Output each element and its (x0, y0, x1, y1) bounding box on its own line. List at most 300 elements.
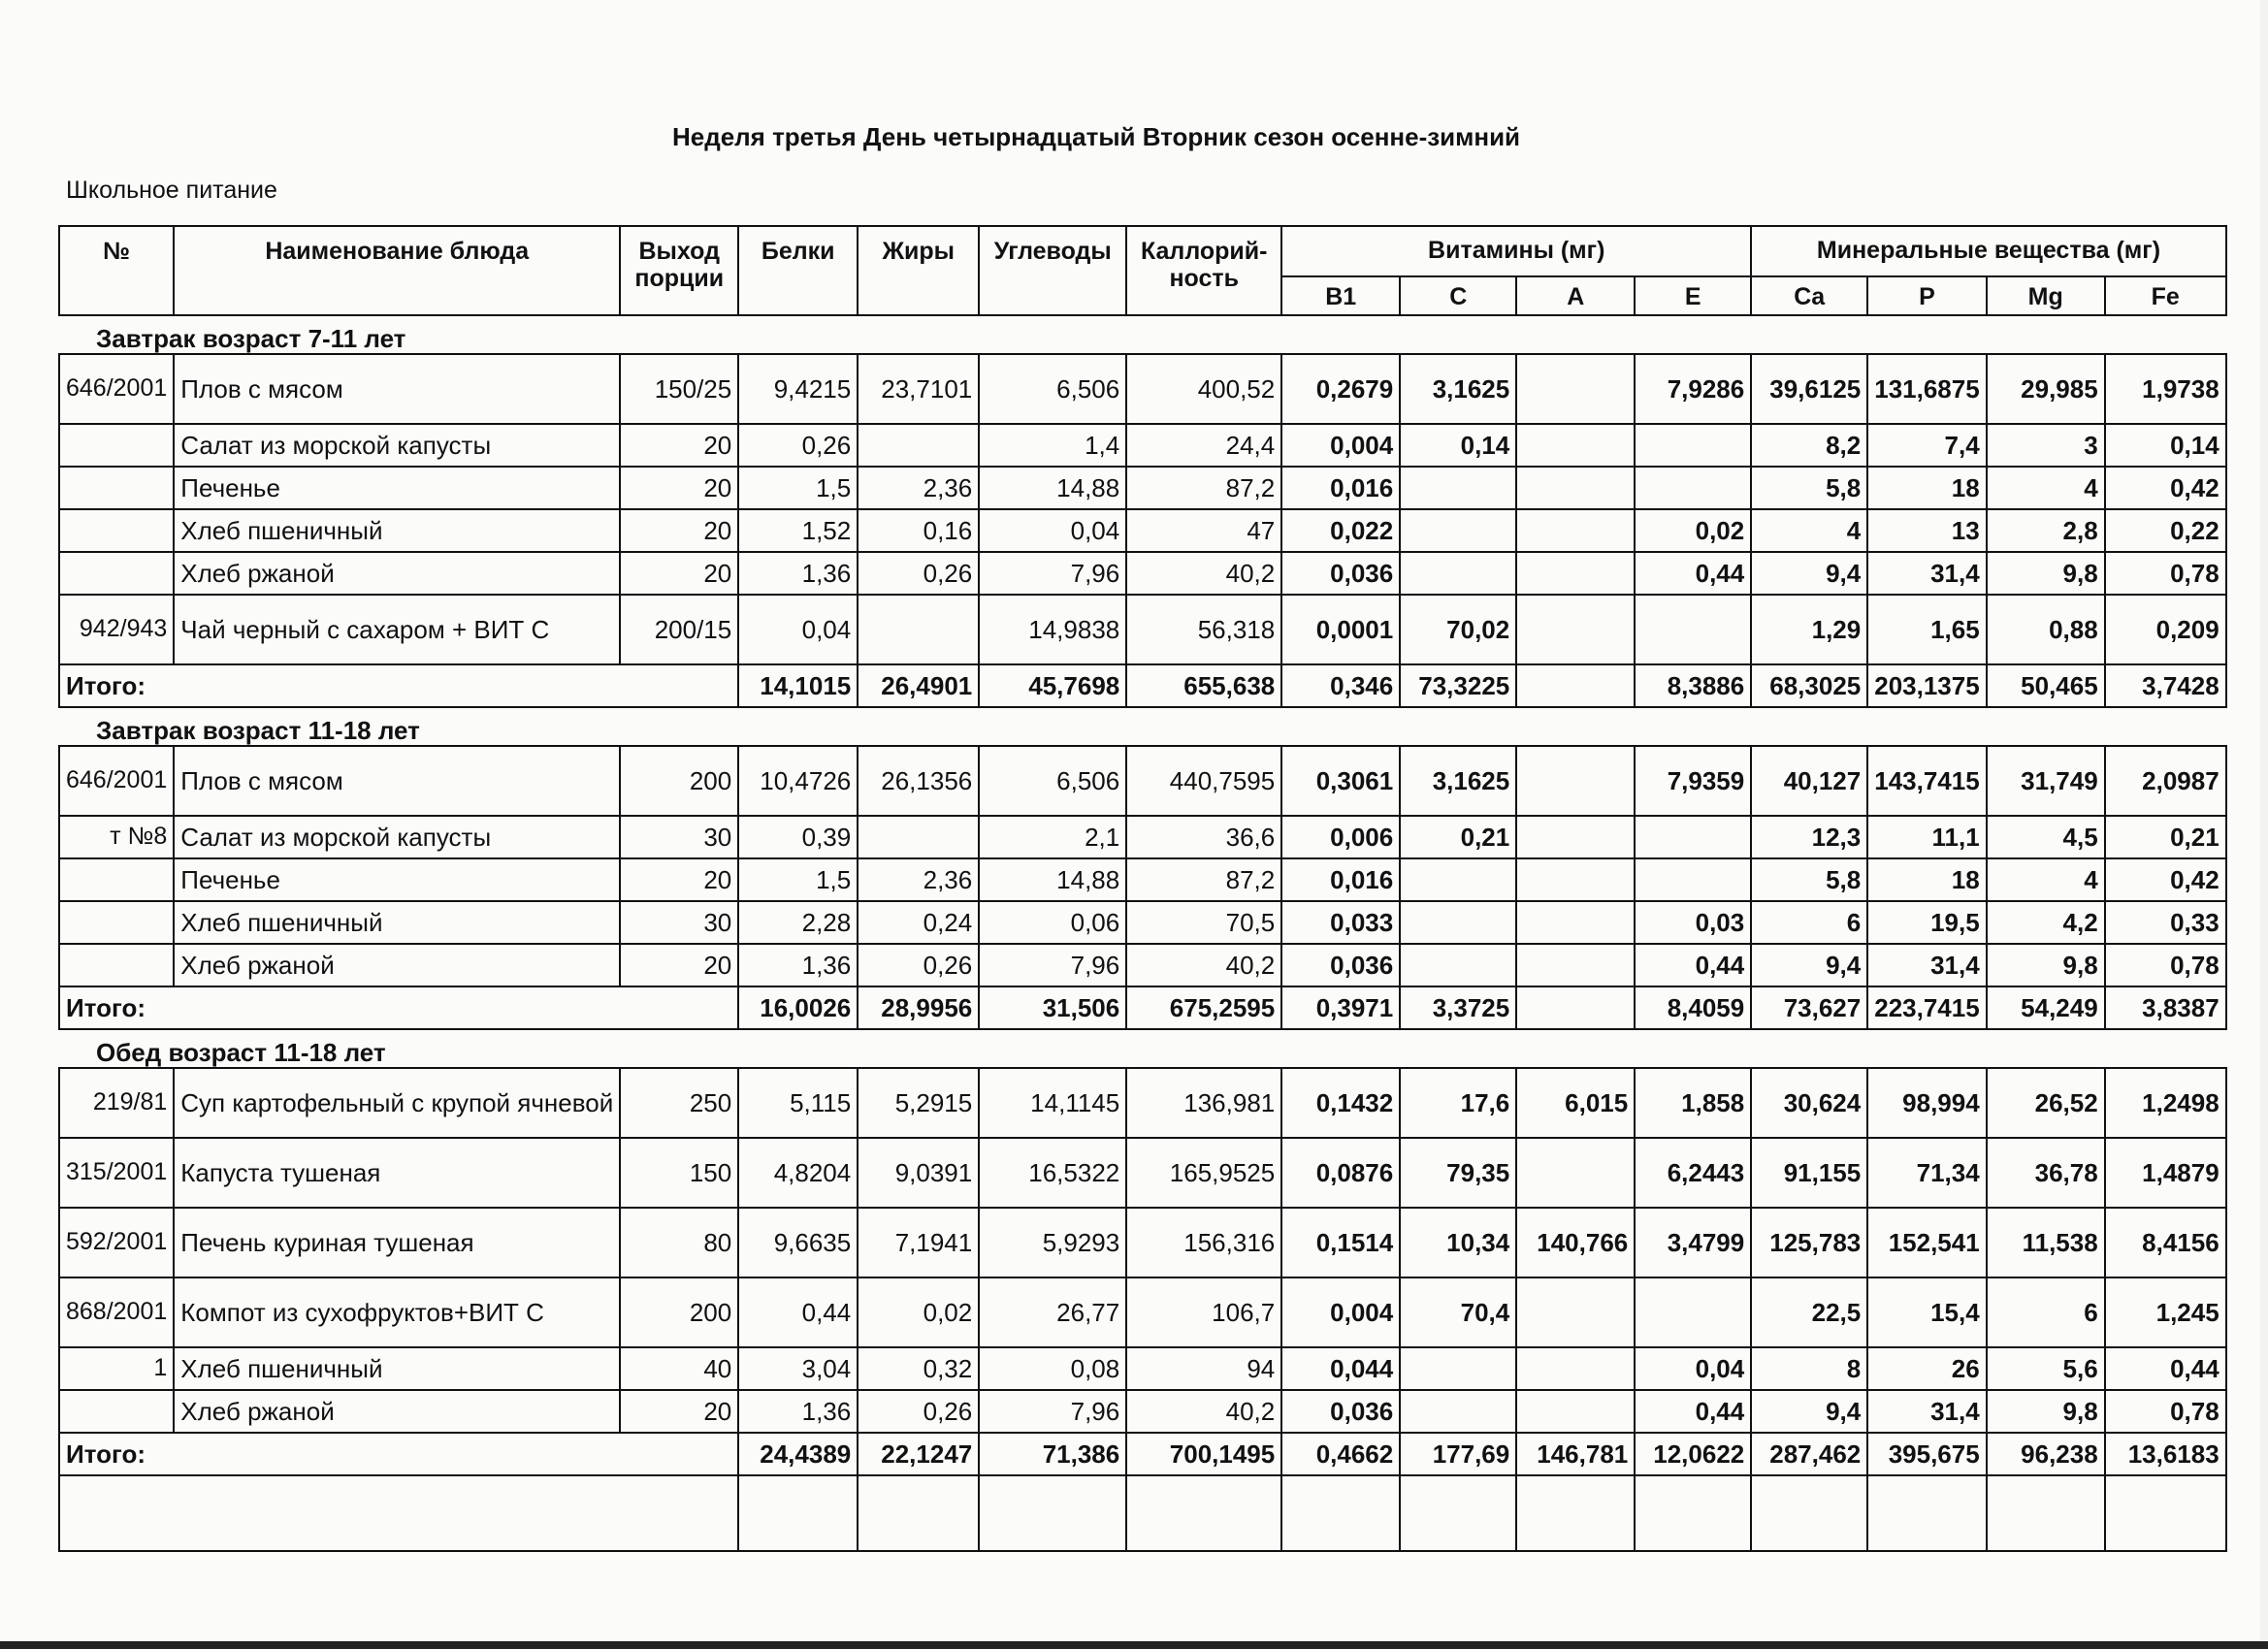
section-title: Завтрак возраст 11-18 лет (59, 707, 2226, 746)
cell-a (1516, 1347, 1635, 1390)
total-carbs: 45,7698 (979, 664, 1126, 707)
cell-carbs: 7,96 (979, 944, 1126, 986)
cell-fat: 23,7101 (858, 354, 979, 424)
dish-code: 315/2001 (59, 1138, 174, 1208)
cell-yield: 30 (620, 901, 738, 944)
cell-fat (858, 595, 979, 664)
cell-carbs: 14,88 (979, 467, 1126, 509)
cell-carbs: 14,88 (979, 858, 1126, 901)
total-protein: 16,0026 (738, 986, 858, 1029)
total-cal: 675,2595 (1126, 986, 1281, 1029)
table-row (59, 552, 2226, 595)
cell-mg: 9,8 (1987, 552, 2105, 595)
blank-cell (979, 1475, 1126, 1551)
table-row (59, 858, 2226, 901)
cell-carbs: 14,1145 (979, 1068, 1126, 1138)
table-row (59, 746, 2226, 816)
cell-mg: 36,78 (1987, 1138, 2105, 1208)
cell-yield: 200/15 (620, 595, 738, 664)
cell-ca: 9,4 (1751, 552, 1867, 595)
cell-ca: 5,8 (1751, 858, 1867, 901)
dish-name: Хлеб пшеничный (174, 901, 620, 944)
cell-cal: 106,7 (1126, 1277, 1281, 1347)
cell-c: 79,35 (1400, 1138, 1516, 1208)
dish-name: Печень куриная тушеная (174, 1208, 620, 1277)
table-body (59, 315, 2226, 1551)
cell-fe: 0,78 (2105, 552, 2226, 595)
cell-yield: 20 (620, 467, 738, 509)
cell-ca: 12,3 (1751, 816, 1867, 858)
cell-mg: 5,6 (1987, 1347, 2105, 1390)
cell-fat: 26,1356 (858, 746, 979, 816)
cell-mg: 4 (1987, 858, 2105, 901)
cell-cal: 56,318 (1126, 595, 1281, 664)
cell-e (1635, 595, 1751, 664)
header-fe: Fe (2105, 276, 2226, 315)
total-e: 12,0622 (1635, 1433, 1751, 1475)
cell-p: 31,4 (1867, 944, 1986, 986)
total-protein: 24,4389 (738, 1433, 858, 1475)
total-row (59, 1433, 2226, 1475)
cell-carbs: 0,06 (979, 901, 1126, 944)
cell-c (1400, 858, 1516, 901)
cell-fe: 0,209 (2105, 595, 2226, 664)
cell-carbs: 5,9293 (979, 1208, 1126, 1277)
cell-fat: 0,32 (858, 1347, 979, 1390)
header-fat: Жиры (858, 226, 979, 315)
table-row (59, 816, 2226, 858)
cell-cal: 440,7595 (1126, 746, 1281, 816)
cell-a (1516, 354, 1635, 424)
dish-name: Суп картофельный с крупой ячневой (174, 1068, 620, 1138)
cell-a: 140,766 (1516, 1208, 1635, 1277)
cell-fat: 2,36 (858, 467, 979, 509)
cell-a (1516, 552, 1635, 595)
cell-p: 19,5 (1867, 901, 1986, 944)
cell-mg: 3 (1987, 424, 2105, 467)
cell-protein: 9,4215 (738, 354, 858, 424)
total-mg: 96,238 (1987, 1433, 2105, 1475)
total-c: 3,3725 (1400, 986, 1516, 1029)
cell-cal: 40,2 (1126, 944, 1281, 986)
dish-name: Чай черный с сахаром + ВИТ С (174, 595, 620, 664)
total-e: 8,4059 (1635, 986, 1751, 1029)
cell-p: 31,4 (1867, 552, 1986, 595)
total-protein: 14,1015 (738, 664, 858, 707)
cell-cal: 87,2 (1126, 467, 1281, 509)
cell-yield: 30 (620, 816, 738, 858)
dish-code: 219/81 (59, 1068, 174, 1138)
dish-code: т №8 (59, 816, 174, 858)
total-row (59, 664, 2226, 707)
cell-protein: 0,26 (738, 424, 858, 467)
header-yield: Выход порции (620, 226, 738, 315)
dish-name: Хлеб ржаной (174, 1390, 620, 1433)
dish-code (59, 901, 174, 944)
cell-ca: 1,29 (1751, 595, 1867, 664)
dish-code (59, 858, 174, 901)
total-a (1516, 664, 1635, 707)
cell-cal: 47 (1126, 509, 1281, 552)
cell-p: 1,65 (1867, 595, 1986, 664)
cell-c (1400, 944, 1516, 986)
cell-fe: 0,33 (2105, 901, 2226, 944)
dish-name: Капуста тушеная (174, 1138, 620, 1208)
dish-code: 942/943 (59, 595, 174, 664)
cell-a (1516, 424, 1635, 467)
cell-ca: 9,4 (1751, 1390, 1867, 1433)
cell-p: 31,4 (1867, 1390, 1986, 1433)
blank-cell (1126, 1475, 1281, 1551)
cell-yield: 150 (620, 1138, 738, 1208)
cell-mg: 4,2 (1987, 901, 2105, 944)
cell-cal: 94 (1126, 1347, 1281, 1390)
table-row (59, 944, 2226, 986)
cell-mg: 31,749 (1987, 746, 2105, 816)
cell-cal: 136,981 (1126, 1068, 1281, 1138)
cell-c (1400, 467, 1516, 509)
cell-e (1635, 816, 1751, 858)
cell-e (1635, 467, 1751, 509)
cell-cal: 165,9525 (1126, 1138, 1281, 1208)
cell-p: 18 (1867, 467, 1986, 509)
total-a (1516, 986, 1635, 1029)
section-title: Обед возраст 11-18 лет (59, 1029, 2226, 1068)
cell-ca: 91,155 (1751, 1138, 1867, 1208)
cell-ca: 40,127 (1751, 746, 1867, 816)
table-row (59, 354, 2226, 424)
total-c: 177,69 (1400, 1433, 1516, 1475)
header-carbs: Углеводы (979, 226, 1126, 315)
cell-e: 0,02 (1635, 509, 1751, 552)
table-row (59, 901, 2226, 944)
dish-name: Компот из сухофруктов+ВИТ С (174, 1277, 620, 1347)
cell-c: 70,02 (1400, 595, 1516, 664)
cell-carbs: 0,08 (979, 1347, 1126, 1390)
dish-code (59, 467, 174, 509)
total-ca: 73,627 (1751, 986, 1867, 1029)
header-name: Наименование блюда (174, 226, 620, 315)
cell-p: 71,34 (1867, 1138, 1986, 1208)
cell-fe: 0,42 (2105, 858, 2226, 901)
dish-code (59, 944, 174, 986)
cell-mg: 29,985 (1987, 354, 2105, 424)
cell-e: 6,2443 (1635, 1138, 1751, 1208)
cell-mg: 26,52 (1987, 1068, 2105, 1138)
cell-fat: 5,2915 (858, 1068, 979, 1138)
dish-code: 868/2001 (59, 1277, 174, 1347)
cell-yield: 20 (620, 1390, 738, 1433)
cell-c: 3,1625 (1400, 354, 1516, 424)
dish-name: Хлеб пшеничный (174, 1347, 620, 1390)
header-p: P (1867, 276, 1986, 315)
cell-yield: 80 (620, 1208, 738, 1277)
cell-a (1516, 746, 1635, 816)
cell-carbs: 6,506 (979, 354, 1126, 424)
header-vitamins: Витамины (мг) (1281, 226, 1751, 276)
cell-e: 1,858 (1635, 1068, 1751, 1138)
dish-code: 592/2001 (59, 1208, 174, 1277)
cell-mg: 4,5 (1987, 816, 2105, 858)
header-a: A (1516, 276, 1635, 315)
cell-b1: 0,2679 (1281, 354, 1400, 424)
table-row (59, 467, 2226, 509)
cell-b1: 0,022 (1281, 509, 1400, 552)
cell-p: 131,6875 (1867, 354, 1986, 424)
table-row (59, 1138, 2226, 1208)
cell-protein: 10,4726 (738, 746, 858, 816)
cell-e (1635, 858, 1751, 901)
cell-mg: 4 (1987, 467, 2105, 509)
cell-a (1516, 816, 1635, 858)
cell-carbs: 2,1 (979, 816, 1126, 858)
cell-e: 0,04 (1635, 1347, 1751, 1390)
blank-cell (1635, 1475, 1751, 1551)
nutrition-table (58, 225, 2227, 1552)
dish-code: 646/2001 (59, 746, 174, 816)
cell-yield: 20 (620, 552, 738, 595)
blank-cell (2105, 1475, 2226, 1551)
cell-fe: 0,78 (2105, 944, 2226, 986)
total-row (59, 986, 2226, 1029)
cell-a: 6,015 (1516, 1068, 1635, 1138)
cell-mg: 9,8 (1987, 944, 2105, 986)
total-fe: 3,8387 (2105, 986, 2226, 1029)
cell-yield: 150/25 (620, 354, 738, 424)
total-e: 8,3886 (1635, 664, 1751, 707)
cell-protein: 1,5 (738, 858, 858, 901)
cell-ca: 125,783 (1751, 1208, 1867, 1277)
table-row (59, 509, 2226, 552)
cell-ca: 39,6125 (1751, 354, 1867, 424)
table-row (59, 1208, 2226, 1277)
cell-cal: 156,316 (1126, 1208, 1281, 1277)
cell-mg: 0,88 (1987, 595, 2105, 664)
blank-cell (1516, 1475, 1635, 1551)
total-fe: 13,6183 (2105, 1433, 2226, 1475)
cell-fe: 1,2498 (2105, 1068, 2226, 1138)
cell-p: 152,541 (1867, 1208, 1986, 1277)
cell-protein: 9,6635 (738, 1208, 858, 1277)
cell-fat: 0,02 (858, 1277, 979, 1347)
cell-carbs: 1,4 (979, 424, 1126, 467)
blank-cell (1751, 1475, 1867, 1551)
total-b1: 0,346 (1281, 664, 1400, 707)
section-heading-row (59, 1029, 2226, 1068)
cell-yield: 20 (620, 858, 738, 901)
cell-fe: 0,21 (2105, 816, 2226, 858)
cell-a (1516, 944, 1635, 986)
cell-fat: 2,36 (858, 858, 979, 901)
cell-ca: 6 (1751, 901, 1867, 944)
total-p: 223,7415 (1867, 986, 1986, 1029)
dish-name: Плов с мясом (174, 354, 620, 424)
total-cal: 700,1495 (1126, 1433, 1281, 1475)
dish-code: 1 (59, 1347, 174, 1390)
cell-cal: 400,52 (1126, 354, 1281, 424)
cell-yield: 40 (620, 1347, 738, 1390)
cell-fe: 1,4879 (2105, 1138, 2226, 1208)
cell-c: 17,6 (1400, 1068, 1516, 1138)
cell-fat: 0,26 (858, 552, 979, 595)
cell-ca: 8,2 (1751, 424, 1867, 467)
cell-fat: 9,0391 (858, 1138, 979, 1208)
cell-b1: 0,016 (1281, 467, 1400, 509)
cell-e: 0,44 (1635, 552, 1751, 595)
cell-e: 7,9359 (1635, 746, 1751, 816)
cell-protein: 4,8204 (738, 1138, 858, 1208)
cell-yield: 250 (620, 1068, 738, 1138)
header-calories: Каллорий-ность (1126, 226, 1281, 315)
dish-name: Печенье (174, 467, 620, 509)
cell-b1: 0,1432 (1281, 1068, 1400, 1138)
cell-c: 10,34 (1400, 1208, 1516, 1277)
cell-carbs: 14,9838 (979, 595, 1126, 664)
total-ca: 287,462 (1751, 1433, 1867, 1475)
cell-fe: 0,44 (2105, 1347, 2226, 1390)
cell-fe: 8,4156 (2105, 1208, 2226, 1277)
blank-cell (858, 1475, 979, 1551)
cell-fat: 0,16 (858, 509, 979, 552)
cell-b1: 0,0876 (1281, 1138, 1400, 1208)
cell-yield: 20 (620, 509, 738, 552)
cell-a (1516, 901, 1635, 944)
table-row (59, 424, 2226, 467)
cell-a (1516, 1138, 1635, 1208)
cell-e: 3,4799 (1635, 1208, 1751, 1277)
dish-name: Салат из морской капусты (174, 424, 620, 467)
blank-cell (1867, 1475, 1986, 1551)
page-title: Неделя третья День четырнадцатый Вторник сезон осенне-зимний (671, 122, 1521, 151)
cell-protein: 1,5 (738, 467, 858, 509)
header-ca: Ca (1751, 276, 1867, 315)
cell-carbs: 7,96 (979, 552, 1126, 595)
cell-carbs: 6,506 (979, 746, 1126, 816)
cell-fat (858, 816, 979, 858)
header-mg: Mg (1987, 276, 2105, 315)
cell-carbs: 26,77 (979, 1277, 1126, 1347)
total-label: Итого: (59, 986, 738, 1029)
cell-c (1400, 509, 1516, 552)
cell-a (1516, 1390, 1635, 1433)
table-header (59, 226, 2226, 315)
cell-b1: 0,3061 (1281, 746, 1400, 816)
cell-c (1400, 1390, 1516, 1433)
dish-code (59, 1390, 174, 1433)
total-carbs: 71,386 (979, 1433, 1126, 1475)
cell-yield: 20 (620, 424, 738, 467)
total-label: Итого: (59, 1433, 738, 1475)
cell-a (1516, 595, 1635, 664)
cell-fe: 0,14 (2105, 424, 2226, 467)
cell-mg: 11,538 (1987, 1208, 2105, 1277)
cell-protein: 1,36 (738, 944, 858, 986)
header-c: C (1400, 276, 1516, 315)
cell-yield: 200 (620, 746, 738, 816)
cell-ca: 8 (1751, 1347, 1867, 1390)
cell-fat: 0,24 (858, 901, 979, 944)
total-p: 395,675 (1867, 1433, 1986, 1475)
total-fat: 26,4901 (858, 664, 979, 707)
header-minerals: Минеральные вещества (мг) (1751, 226, 2225, 276)
cell-p: 143,7415 (1867, 746, 1986, 816)
blank-cell (738, 1475, 858, 1551)
blank-cell (1281, 1475, 1400, 1551)
cell-e: 7,9286 (1635, 354, 1751, 424)
total-label: Итого: (59, 664, 738, 707)
cell-fe: 0,42 (2105, 467, 2226, 509)
cell-protein: 5,115 (738, 1068, 858, 1138)
cell-mg: 6 (1987, 1277, 2105, 1347)
header-no: № (59, 226, 174, 315)
cell-e: 0,44 (1635, 944, 1751, 986)
cell-cal: 24,4 (1126, 424, 1281, 467)
cell-protein: 0,44 (738, 1277, 858, 1347)
cell-b1: 0,004 (1281, 1277, 1400, 1347)
cell-protein: 0,04 (738, 595, 858, 664)
cell-fe: 0,78 (2105, 1390, 2226, 1433)
blank-row (59, 1475, 2226, 1551)
dish-name: Плов с мясом (174, 746, 620, 816)
cell-p: 15,4 (1867, 1277, 1986, 1347)
blank-cell (59, 1475, 738, 1551)
cell-fe: 2,0987 (2105, 746, 2226, 816)
cell-b1: 0,006 (1281, 816, 1400, 858)
cell-fe: 1,9738 (2105, 354, 2226, 424)
total-a: 146,781 (1516, 1433, 1635, 1475)
cell-b1: 0,036 (1281, 552, 1400, 595)
header-protein: Белки (738, 226, 858, 315)
cell-fe: 0,22 (2105, 509, 2226, 552)
dish-code (59, 552, 174, 595)
total-carbs: 31,506 (979, 986, 1126, 1029)
cell-c: 70,4 (1400, 1277, 1516, 1347)
page-subtitle: Школьное питание (66, 177, 277, 204)
dish-name: Хлеб ржаной (174, 552, 620, 595)
cell-protein: 2,28 (738, 901, 858, 944)
cell-mg: 9,8 (1987, 1390, 2105, 1433)
total-cal: 655,638 (1126, 664, 1281, 707)
cell-fat: 0,26 (858, 944, 979, 986)
dish-name: Печенье (174, 858, 620, 901)
cell-b1: 0,033 (1281, 901, 1400, 944)
scan-edge (0, 1641, 2268, 1649)
cell-a (1516, 858, 1635, 901)
cell-ca: 9,4 (1751, 944, 1867, 986)
cell-p: 18 (1867, 858, 1986, 901)
cell-carbs: 7,96 (979, 1390, 1126, 1433)
cell-a (1516, 467, 1635, 509)
cell-b1: 0,016 (1281, 858, 1400, 901)
cell-protein: 0,39 (738, 816, 858, 858)
total-fat: 28,9956 (858, 986, 979, 1029)
total-mg: 54,249 (1987, 986, 2105, 1029)
cell-protein: 1,36 (738, 1390, 858, 1433)
cell-mg: 2,8 (1987, 509, 2105, 552)
cell-c (1400, 552, 1516, 595)
cell-b1: 0,0001 (1281, 595, 1400, 664)
table-row (59, 1277, 2226, 1347)
cell-cal: 87,2 (1126, 858, 1281, 901)
cell-p: 7,4 (1867, 424, 1986, 467)
total-b1: 0,4662 (1281, 1433, 1400, 1475)
cell-ca: 22,5 (1751, 1277, 1867, 1347)
cell-p: 26 (1867, 1347, 1986, 1390)
cell-e (1635, 424, 1751, 467)
table-row (59, 595, 2226, 664)
cell-b1: 0,036 (1281, 1390, 1400, 1433)
cell-c: 3,1625 (1400, 746, 1516, 816)
